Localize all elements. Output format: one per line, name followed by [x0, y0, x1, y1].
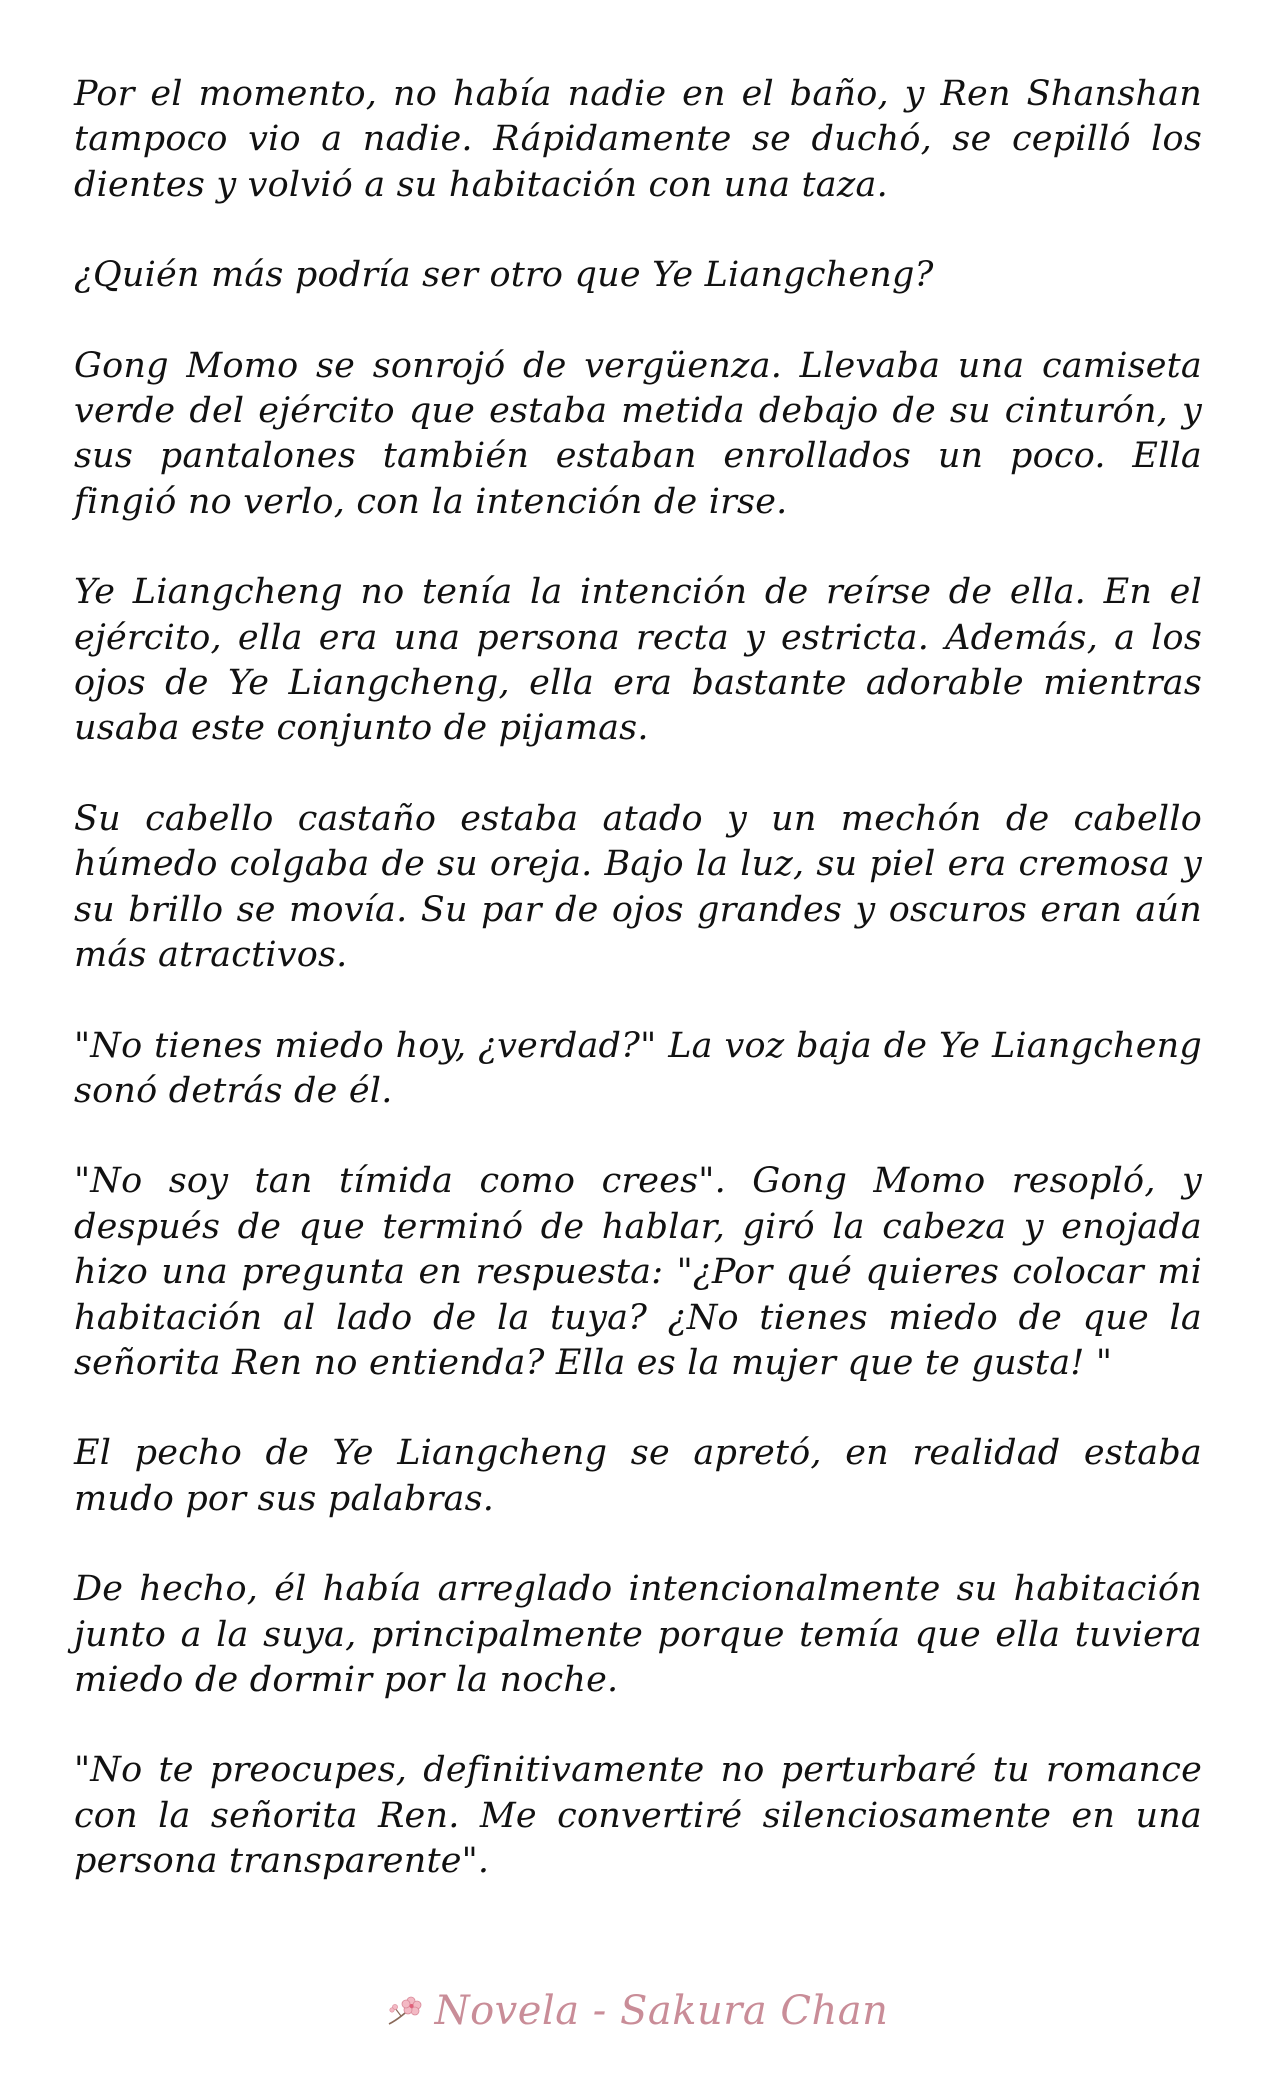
paragraph-6: "No tienes miedo hoy, ¿verdad?" La voz baja de Ye Liangcheng sonó detrás de él.: [74, 1025, 1202, 1111]
paragraph-1: Por el momento, no había nadie en el baño, y Ren Shanshan tampoco vio a nadie. Rápidamente se duchó, se cepilló los dientes y volvió a su habitación con una taza.: [74, 74, 1202, 205]
paragraph-2: ¿Quién más podría ser otro que Ye Liangcheng?: [74, 255, 934, 296]
document-body: [74, 72, 1202, 1930]
paragraph-8: El pecho de Ye Liangcheng se apretó, en realidad estaba mudo por sus palabras.: [74, 1433, 1202, 1519]
paragraph-4: Ye Liangcheng no tenía la intención de reírse de ella. En el ejército, ella era una persona recta y estricta. Además, a los ojos de Ye Liangcheng, ella era bastante adorable mientras usaba este conjunto de pijamas.: [74, 572, 1202, 749]
sakura-flower-icon: [387, 1994, 425, 2028]
footer-brand-text: Novela - Sakura Chan: [434, 1988, 889, 2034]
paragraph-10: "No te preocupes, definitivamente no perturbaré tu romance con la señorita Ren. Me convertiré silenciosamente en una persona transparente".: [74, 1750, 1202, 1882]
paragraph-9: De hecho, él había arreglado intencionalmente su habitación junto a la suya, principalmente porque temía que ella tuviera miedo de dormir por la noche.: [74, 1569, 1202, 1700]
footer-watermark: [0, 1988, 1275, 2034]
paragraph-5: Su cabello castaño estaba atado y un mechón de cabello húmedo colgaba de su oreja. Bajo la luz, su piel era cremosa y su brillo se movía. Su par de ojos grandes y oscuros eran aún más atractivos.: [74, 798, 1202, 976]
paragraph-7: "No soy tan tímida como crees". Gong Momo resopló, y después de que terminó de hablar, giró la cabeza y enojada hizo una pregunta en respuesta: "¿Por qué quieres colocar mi habitación al lado de la tuya? ¿No tienes miedo de que la señorita Ren no entienda? Ella es la mujer que te gusta! ": [74, 1161, 1202, 1383]
paragraph-3: Gong Momo se sonrojó de vergüenza. Llevaba una camiseta verde del ejército que estaba metida debajo de su cinturón, y sus pantalones también estaban enrollados un poco. Ella fingió no verlo, con la intención de irse.: [74, 345, 1202, 522]
